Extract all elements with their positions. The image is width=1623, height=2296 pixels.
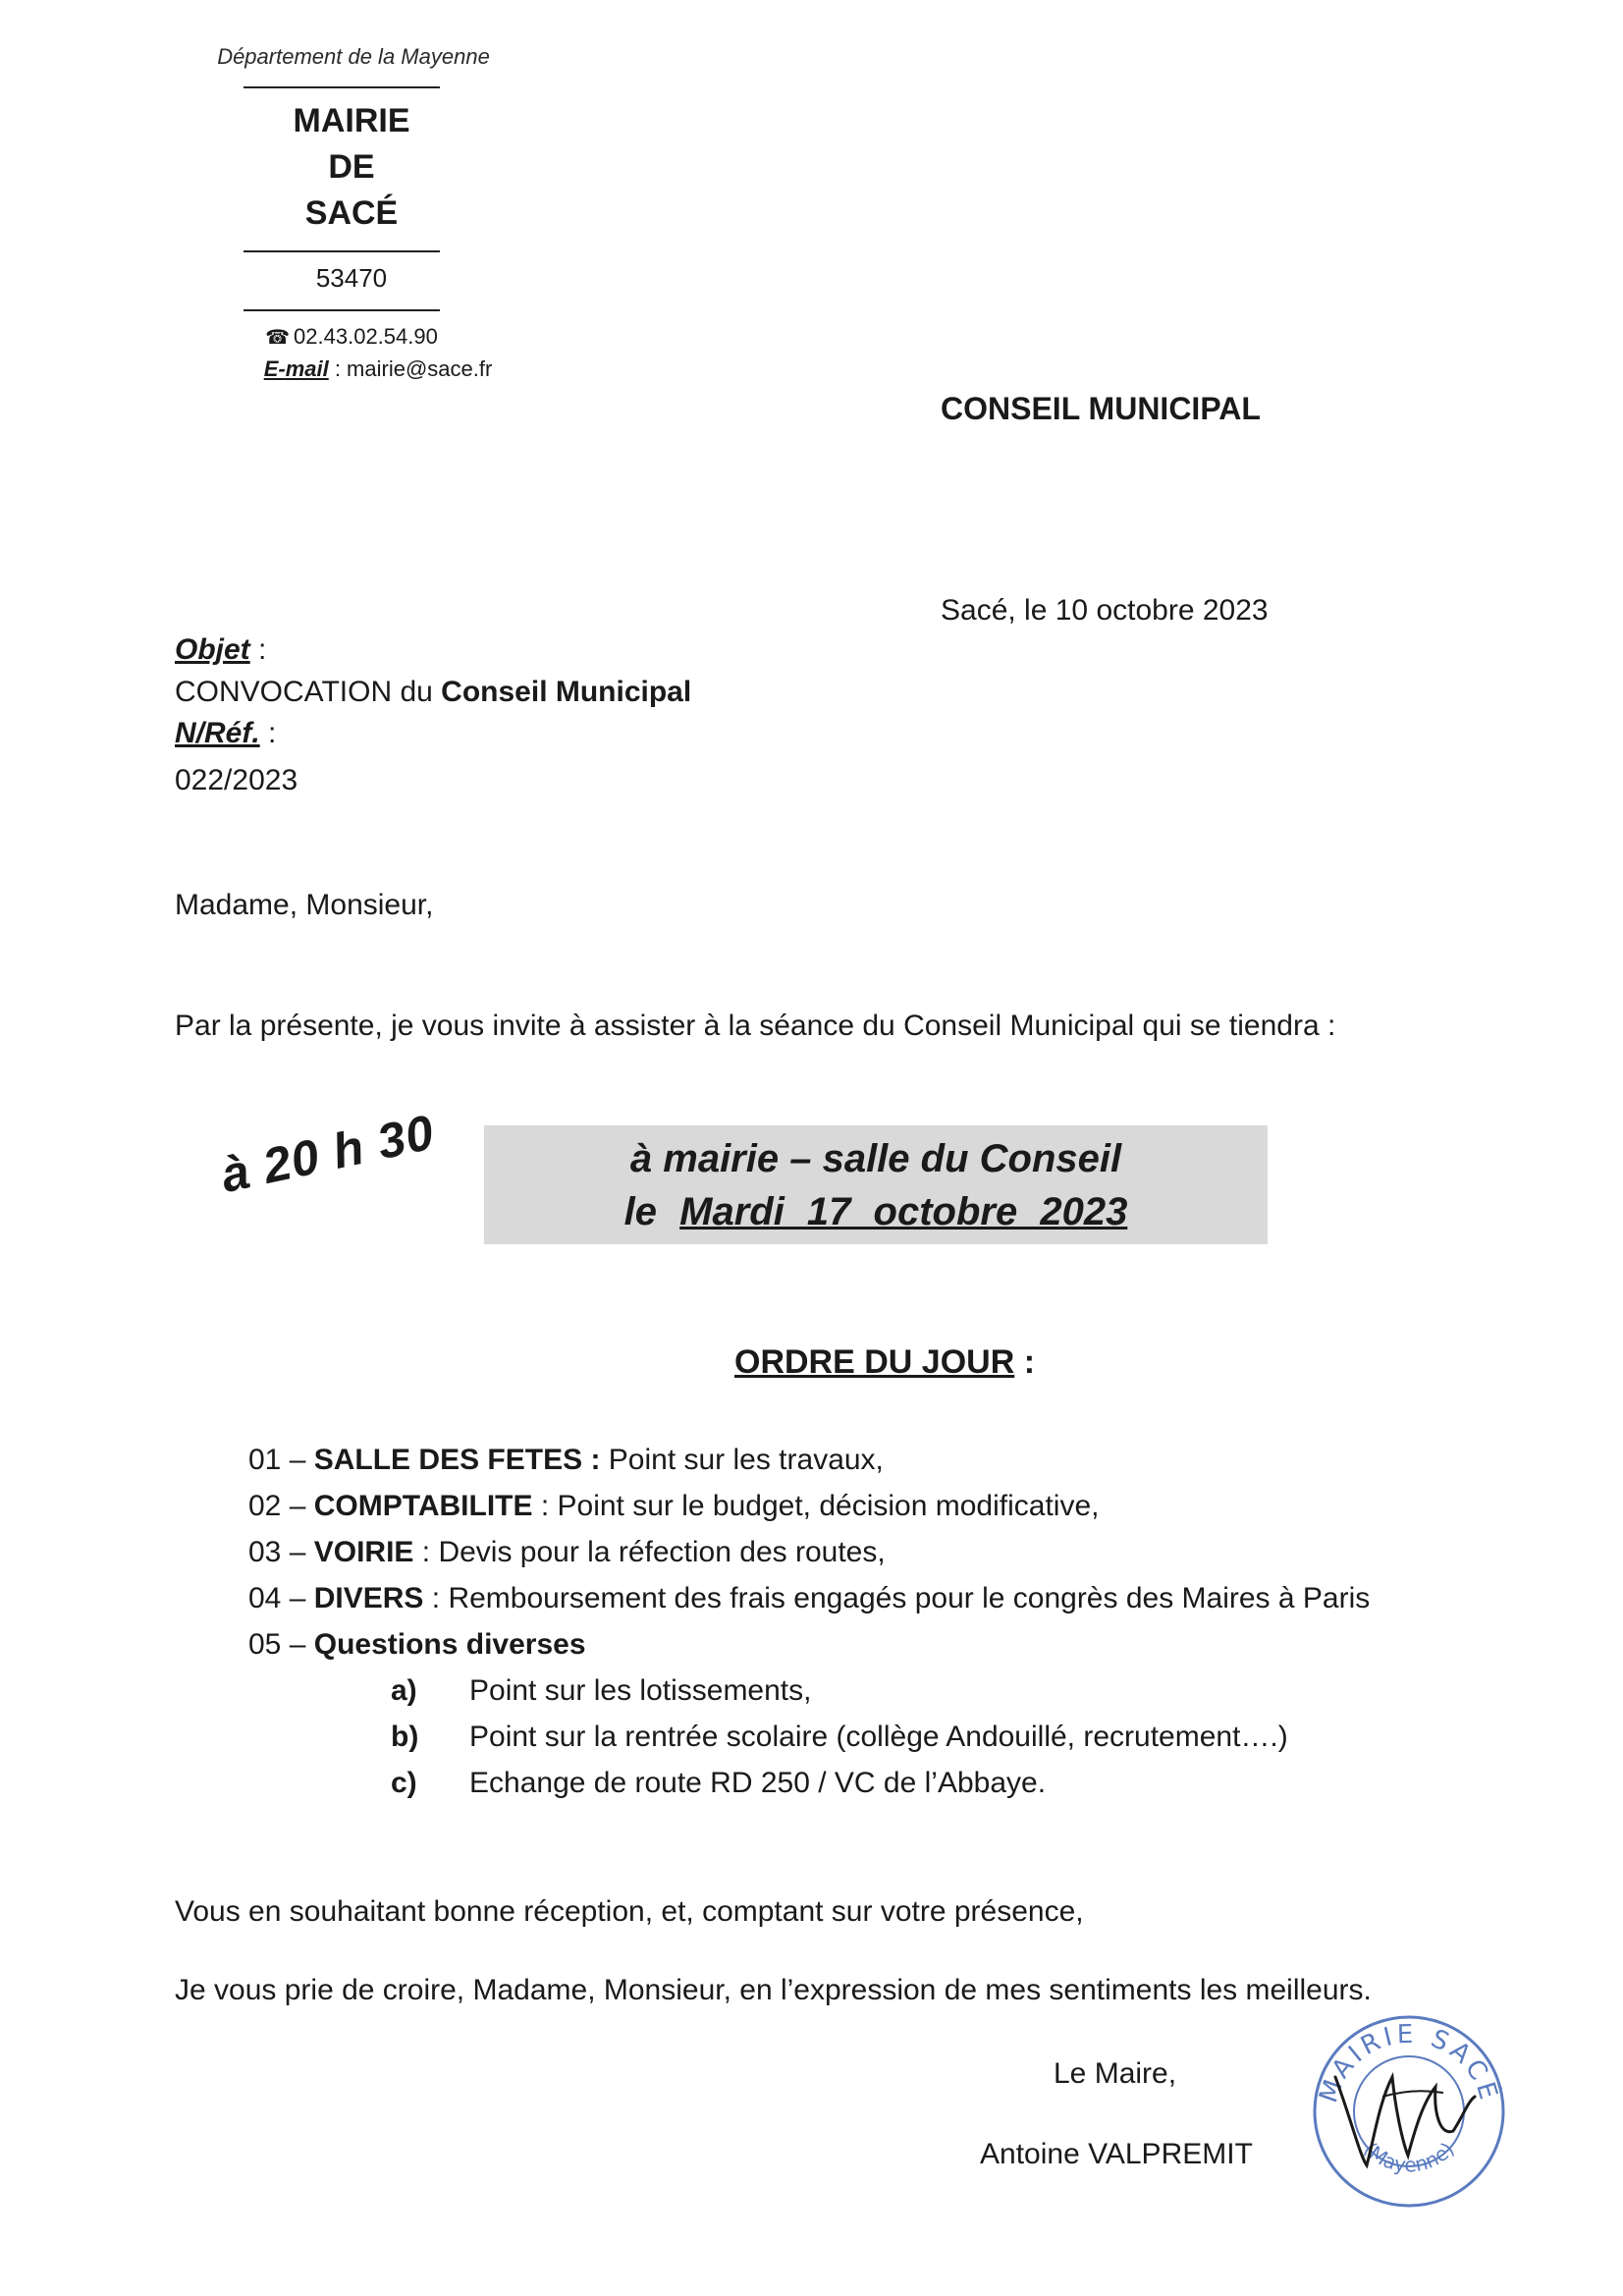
letterhead-divider bbox=[243, 86, 440, 88]
agenda-item-heading: COMPTABILITE bbox=[313, 1490, 533, 1522]
meeting-date-underlined: Mardi 17 octobre 2023 bbox=[679, 1190, 1128, 1233]
postcode: 53470 bbox=[315, 263, 388, 293]
closing-line: Vous en souhaitant bonne réception, et, comptant sur votre présence, bbox=[175, 1895, 1084, 1928]
meeting-box bbox=[484, 1125, 1268, 1244]
sub-item-text: Echange de route RD 250 / VC de l’Abbaye. bbox=[469, 1767, 1047, 1799]
mairie-stamp bbox=[1306, 2008, 1512, 2214]
ref-label-suffix: : bbox=[259, 717, 277, 749]
document-title: CONSEIL MUNICIPAL bbox=[941, 391, 1261, 426]
meeting-time: à 20 h 30 bbox=[216, 1104, 440, 1204]
ref-label-text: N/Réf. bbox=[175, 717, 260, 749]
stamp-top-text: MAIRIE SACÉ bbox=[1314, 2019, 1504, 2107]
agenda-title-suffix: : bbox=[1014, 1343, 1036, 1381]
mairie-name-line-1: MAIRIE bbox=[293, 102, 410, 139]
salutation: Madame, Monsieur, bbox=[175, 889, 434, 921]
agenda-title-text: ORDRE DU JOUR bbox=[734, 1343, 1015, 1381]
agenda-item-number: 04 – bbox=[248, 1582, 314, 1614]
email-line bbox=[231, 356, 525, 382]
signature-title: Le Maire, bbox=[1054, 2057, 1177, 2090]
phone-line bbox=[253, 324, 450, 350]
mairie-name-line-2: DE bbox=[328, 148, 375, 186]
objet-label-text: Objet bbox=[175, 633, 250, 666]
signature-name: Antoine VALPREMIT bbox=[980, 2138, 1253, 2170]
ref-label bbox=[175, 717, 276, 750]
agenda-title bbox=[734, 1343, 1035, 1382]
sub-item-letter: a) bbox=[391, 1674, 417, 1707]
meeting-date-prefix: le bbox=[623, 1190, 680, 1233]
stamp-bottom-text: (Mayenne) bbox=[1359, 2137, 1459, 2177]
agenda-item-number: 02 – bbox=[248, 1490, 314, 1522]
agenda-item-heading: Questions diverses bbox=[313, 1628, 586, 1661]
agenda-item-heading: VOIRIE bbox=[313, 1536, 414, 1568]
agenda-item bbox=[248, 1536, 886, 1569]
agenda-item-heading: DIVERS bbox=[313, 1582, 424, 1614]
objet-prefix: CONVOCATION du bbox=[175, 676, 442, 708]
agenda-item-text: : Point sur le budget, décision modificative, bbox=[532, 1490, 1100, 1522]
agenda-item-number: 03 – bbox=[248, 1536, 314, 1568]
agenda-item bbox=[248, 1444, 884, 1477]
ref-value: 022/2023 bbox=[175, 764, 298, 796]
agenda-item-heading: SALLE DES FETES : bbox=[313, 1444, 601, 1476]
mairie-name-line-3: SACÉ bbox=[304, 194, 399, 232]
meeting-date bbox=[484, 1190, 1268, 1234]
meeting-place: à mairie – salle du Conseil bbox=[629, 1137, 1122, 1180]
agenda-item-text: : Remboursement des frais engagés pour le congrès des Maires à Paris bbox=[423, 1582, 1371, 1614]
telephone-icon: ☎ bbox=[265, 327, 291, 349]
agenda-item bbox=[248, 1490, 1099, 1523]
closing-line: Je vous prie de croire, Madame, Monsieur, en l’expression de mes sentiments les meilleurs. bbox=[175, 1974, 1372, 2006]
letterhead-divider bbox=[243, 309, 440, 311]
date-line: Sacé, le 10 octobre 2023 bbox=[941, 594, 1269, 627]
objet-label-suffix: : bbox=[249, 633, 267, 666]
department-label: Département de la Mayenne bbox=[217, 44, 490, 69]
sub-item-letter: b) bbox=[391, 1721, 419, 1753]
email-address: : mairie@sace.fr bbox=[328, 356, 493, 381]
agenda-item-number: 05 – bbox=[248, 1628, 314, 1661]
sub-item-text: Point sur les lotissements, bbox=[469, 1674, 812, 1707]
invitation-text: Par la présente, je vous invite à assister à la séance du Conseil Municipal qui se tiendra : bbox=[175, 1010, 1336, 1042]
agenda-item bbox=[248, 1628, 586, 1662]
agenda-item-text: Point sur les travaux, bbox=[600, 1444, 884, 1476]
objet-bold: Conseil Municipal bbox=[441, 676, 692, 708]
sub-item-text: Point sur la rentrée scolaire (collège Andouillé, recrutement….) bbox=[469, 1721, 1288, 1753]
mairie-name bbox=[253, 98, 450, 237]
agenda-item-text: : Devis pour la réfection des routes, bbox=[413, 1536, 886, 1568]
email-label: E-mail bbox=[263, 356, 329, 381]
sub-item-letter: c) bbox=[391, 1767, 417, 1799]
objet-value bbox=[175, 676, 691, 709]
agenda-item bbox=[248, 1582, 1370, 1615]
objet-label bbox=[175, 633, 266, 667]
letterhead-divider bbox=[243, 250, 440, 252]
phone-number: 02.43.02.54.90 bbox=[294, 324, 438, 349]
agenda-item-number: 01 – bbox=[248, 1444, 314, 1476]
